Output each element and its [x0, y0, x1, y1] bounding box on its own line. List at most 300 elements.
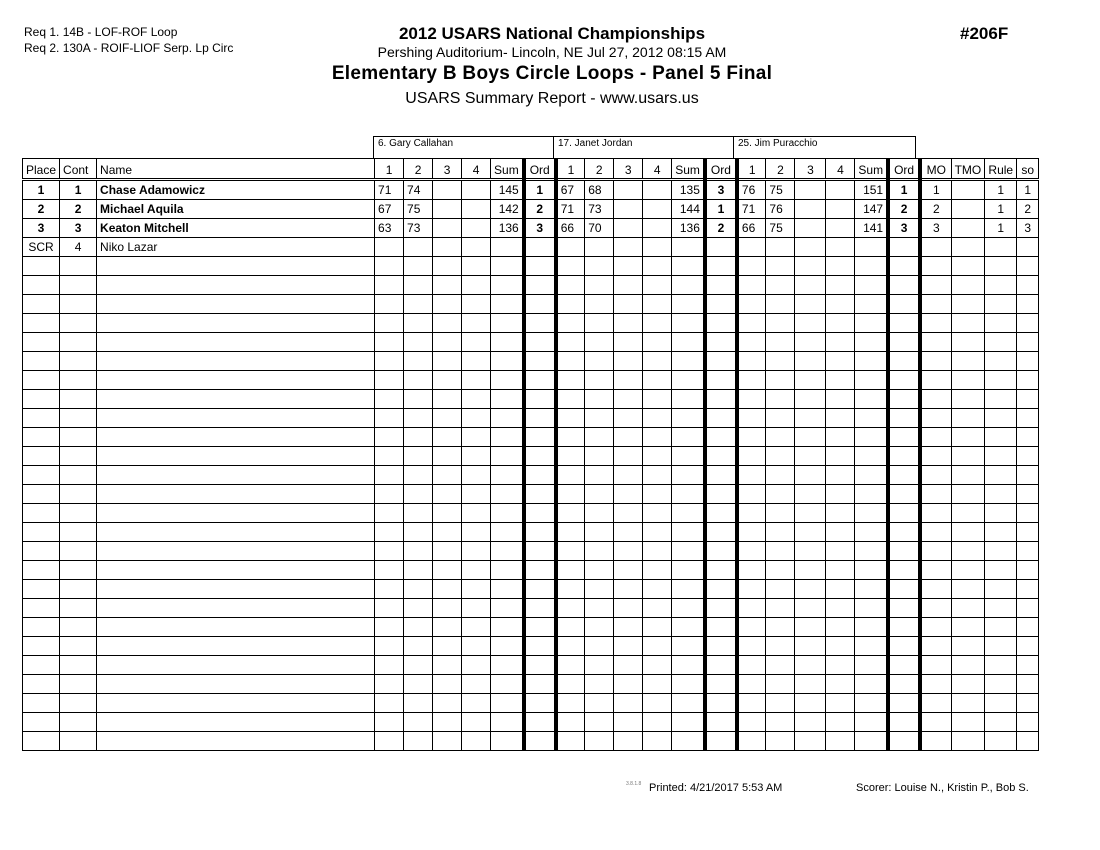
j2-score-2 — [585, 561, 614, 580]
j1-score-4 — [462, 447, 491, 466]
j2-ordinal — [705, 504, 737, 523]
j1-score-1 — [375, 238, 404, 257]
j2-score-2 — [585, 428, 614, 447]
so-cell — [1017, 637, 1039, 656]
j3-col-sum: Sum — [855, 159, 888, 180]
j3-sum — [855, 371, 888, 390]
j2-ordinal — [705, 561, 737, 580]
j1-ordinal — [524, 523, 556, 542]
mo-cell — [920, 314, 951, 333]
event-number: #206F — [960, 24, 1009, 43]
j2-score-2: 68 — [585, 180, 614, 200]
place-cell — [23, 257, 60, 276]
j1-score-2: 74 — [404, 180, 433, 200]
mo-cell — [920, 694, 951, 713]
j2-score-4 — [643, 694, 672, 713]
place-cell — [23, 675, 60, 694]
empty-row — [23, 333, 1039, 352]
j3-score-1 — [737, 675, 766, 694]
j2-score-4 — [643, 504, 672, 523]
j1-ordinal: 3 — [524, 219, 556, 238]
j2-score-1 — [556, 466, 585, 485]
j2-score-1 — [556, 409, 585, 428]
j3-score-2 — [766, 257, 795, 276]
j1-score-3 — [433, 314, 462, 333]
j2-score-4 — [643, 675, 672, 694]
mo-cell — [920, 580, 951, 599]
j2-ordinal — [705, 257, 737, 276]
j2-sum — [672, 295, 705, 314]
j3-score-1 — [737, 618, 766, 637]
j2-score-3 — [614, 675, 643, 694]
j2-sum — [672, 675, 705, 694]
tmo-cell — [951, 466, 985, 485]
j1-score-1 — [375, 618, 404, 637]
j3-sum — [855, 675, 888, 694]
j3-score-2 — [766, 295, 795, 314]
j2-score-3 — [614, 732, 643, 751]
j1-ordinal — [524, 713, 556, 732]
j1-ordinal — [524, 561, 556, 580]
j3-score-2 — [766, 637, 795, 656]
j1-score-3 — [433, 333, 462, 352]
tmo-cell — [951, 257, 985, 276]
requirement-2: Req 2. 130A - ROIF-LIOF Serp. Lp Circ — [24, 41, 234, 55]
tmo-cell — [951, 523, 985, 542]
j1-score-3 — [433, 656, 462, 675]
j2-sum — [672, 599, 705, 618]
mo-cell — [920, 504, 951, 523]
j2-score-3 — [614, 352, 643, 371]
j2-score-1 — [556, 295, 585, 314]
mo-cell — [920, 333, 951, 352]
rule-cell — [985, 238, 1017, 257]
rule-cell — [985, 599, 1017, 618]
j1-score-1: 71 — [375, 180, 404, 200]
j2-score-2 — [585, 371, 614, 390]
j2-score-2 — [585, 466, 614, 485]
col-header-tmo: TMO — [951, 159, 985, 180]
j2-sum — [672, 409, 705, 428]
j1-score-4 — [462, 675, 491, 694]
j3-sum — [855, 428, 888, 447]
j1-score-3 — [433, 675, 462, 694]
empty-row — [23, 580, 1039, 599]
so-cell — [1017, 713, 1039, 732]
j1-col-sum: Sum — [491, 159, 524, 180]
j3-ordinal: 2 — [888, 200, 920, 219]
j2-score-4 — [643, 447, 672, 466]
j1-ordinal — [524, 409, 556, 428]
j1-sum — [491, 599, 524, 618]
rule-cell — [985, 675, 1017, 694]
j3-col-2: 2 — [766, 159, 795, 180]
j2-score-1: 66 — [556, 219, 585, 238]
name-cell — [97, 409, 375, 428]
j3-score-4 — [826, 219, 855, 238]
empty-row — [23, 371, 1039, 390]
j2-sum — [672, 390, 705, 409]
mo-cell — [920, 238, 951, 257]
j3-sum — [855, 352, 888, 371]
j3-col-ord: Ord — [888, 159, 920, 180]
tmo-cell — [951, 295, 985, 314]
empty-row — [23, 428, 1039, 447]
name-cell — [97, 352, 375, 371]
j1-score-3 — [433, 599, 462, 618]
j1-score-4 — [462, 713, 491, 732]
j1-score-2: 73 — [404, 219, 433, 238]
j1-score-4 — [462, 371, 491, 390]
j1-sum — [491, 447, 524, 466]
mo-cell: 3 — [920, 219, 951, 238]
so-cell — [1017, 390, 1039, 409]
j2-score-2 — [585, 485, 614, 504]
j3-score-1 — [737, 447, 766, 466]
j1-score-2 — [404, 257, 433, 276]
cont-cell — [60, 447, 97, 466]
empty-row — [23, 257, 1039, 276]
j3-ordinal — [888, 694, 920, 713]
so-cell — [1017, 295, 1039, 314]
j1-sum — [491, 390, 524, 409]
j1-ordinal — [524, 694, 556, 713]
j2-score-4 — [643, 314, 672, 333]
j3-score-3 — [795, 314, 826, 333]
j1-ordinal — [524, 428, 556, 447]
j1-score-2 — [404, 447, 433, 466]
j2-score-1 — [556, 656, 585, 675]
j2-score-3 — [614, 409, 643, 428]
j3-score-2 — [766, 694, 795, 713]
j1-sum — [491, 333, 524, 352]
j1-score-1 — [375, 276, 404, 295]
place-cell — [23, 333, 60, 352]
report-line: USARS Summary Report - www.usars.us — [405, 90, 699, 107]
j3-score-1 — [737, 314, 766, 333]
j1-score-2 — [404, 713, 433, 732]
j3-score-3 — [795, 409, 826, 428]
j3-score-4 — [826, 352, 855, 371]
j1-score-2 — [404, 390, 433, 409]
cont-cell: 2 — [60, 200, 97, 219]
j2-score-2 — [585, 523, 614, 542]
j3-score-3 — [795, 561, 826, 580]
j1-score-2 — [404, 599, 433, 618]
col-header-cont: Cont — [60, 159, 97, 180]
so-cell — [1017, 238, 1039, 257]
j3-sum — [855, 295, 888, 314]
j3-sum — [855, 390, 888, 409]
j1-score-3 — [433, 390, 462, 409]
j2-col-1: 1 — [556, 159, 585, 180]
j1-score-1 — [375, 314, 404, 333]
j1-sum — [491, 409, 524, 428]
j2-sum — [672, 485, 705, 504]
j3-score-3 — [795, 599, 826, 618]
requirement-1: Req 1. 14B - LOF-ROF Loop — [24, 25, 178, 39]
j2-score-4 — [643, 618, 672, 637]
name-cell — [97, 257, 375, 276]
j3-score-2 — [766, 390, 795, 409]
j3-sum — [855, 580, 888, 599]
judge-header-3: 25. Jim Puracchio — [733, 136, 916, 158]
j3-score-2 — [766, 580, 795, 599]
so-cell: 3 — [1017, 219, 1039, 238]
j2-ordinal — [705, 599, 737, 618]
j1-sum — [491, 238, 524, 257]
j2-ordinal — [705, 390, 737, 409]
j1-score-4 — [462, 428, 491, 447]
empty-row — [23, 447, 1039, 466]
empty-row — [23, 618, 1039, 637]
j3-score-2 — [766, 485, 795, 504]
j2-score-4 — [643, 713, 672, 732]
j2-ordinal — [705, 276, 737, 295]
mo-cell — [920, 371, 951, 390]
j2-score-3 — [614, 180, 643, 200]
cont-cell — [60, 428, 97, 447]
j3-sum — [855, 732, 888, 751]
j3-score-1 — [737, 333, 766, 352]
name-cell — [97, 390, 375, 409]
j3-score-3 — [795, 390, 826, 409]
j2-ordinal — [705, 580, 737, 599]
j1-score-2 — [404, 675, 433, 694]
mo-cell: 2 — [920, 200, 951, 219]
j1-score-4 — [462, 618, 491, 637]
j1-sum — [491, 542, 524, 561]
empty-row — [23, 466, 1039, 485]
j3-ordinal — [888, 713, 920, 732]
j3-score-2 — [766, 599, 795, 618]
j1-sum — [491, 314, 524, 333]
j2-score-2 — [585, 656, 614, 675]
j3-score-3 — [795, 618, 826, 637]
place-cell — [23, 580, 60, 599]
name-cell — [97, 466, 375, 485]
j1-score-1: 63 — [375, 219, 404, 238]
place-cell — [23, 732, 60, 751]
so-cell — [1017, 466, 1039, 485]
place-cell — [23, 466, 60, 485]
j3-score-2 — [766, 542, 795, 561]
empty-row — [23, 599, 1039, 618]
tmo-cell — [951, 561, 985, 580]
mo-cell — [920, 466, 951, 485]
j3-score-2 — [766, 732, 795, 751]
j1-score-1 — [375, 523, 404, 542]
j2-ordinal — [705, 732, 737, 751]
j3-sum — [855, 504, 888, 523]
j2-sum — [672, 694, 705, 713]
j3-ordinal — [888, 295, 920, 314]
j3-score-1 — [737, 523, 766, 542]
cont-cell: 1 — [60, 180, 97, 200]
j1-score-1 — [375, 713, 404, 732]
j1-sum — [491, 352, 524, 371]
cont-cell — [60, 504, 97, 523]
j2-score-4 — [643, 656, 672, 675]
j2-score-1 — [556, 618, 585, 637]
table-row — [23, 238, 1039, 257]
j3-score-4 — [826, 656, 855, 675]
j1-score-1 — [375, 542, 404, 561]
j3-score-2 — [766, 314, 795, 333]
j3-score-1 — [737, 504, 766, 523]
place-cell — [23, 656, 60, 675]
j2-score-2 — [585, 618, 614, 637]
rule-cell — [985, 276, 1017, 295]
j2-score-4 — [643, 409, 672, 428]
j3-score-1 — [737, 371, 766, 390]
j3-score-3 — [795, 580, 826, 599]
j3-score-2: 76 — [766, 200, 795, 219]
j1-sum — [491, 428, 524, 447]
place-cell — [23, 618, 60, 637]
j1-score-1 — [375, 732, 404, 751]
tmo-cell — [951, 352, 985, 371]
printed-timestamp: Printed: 4/21/2017 5:53 AM — [649, 782, 783, 794]
j3-ordinal — [888, 447, 920, 466]
j1-score-3 — [433, 238, 462, 257]
j3-score-2 — [766, 504, 795, 523]
j2-ordinal — [705, 352, 737, 371]
j2-ordinal — [705, 428, 737, 447]
cont-cell — [60, 523, 97, 542]
j3-score-3 — [795, 180, 826, 200]
j1-score-4 — [462, 466, 491, 485]
j3-score-4 — [826, 637, 855, 656]
j3-sum — [855, 523, 888, 542]
j3-score-3 — [795, 219, 826, 238]
j3-score-4 — [826, 295, 855, 314]
j2-score-4 — [643, 485, 672, 504]
j1-sum — [491, 713, 524, 732]
name-cell — [97, 637, 375, 656]
j3-score-1 — [737, 352, 766, 371]
cont-cell — [60, 656, 97, 675]
name-cell — [97, 333, 375, 352]
mo-cell — [920, 523, 951, 542]
j1-score-3 — [433, 713, 462, 732]
j2-score-3 — [614, 580, 643, 599]
j1-score-2 — [404, 485, 433, 504]
j2-score-3 — [614, 314, 643, 333]
j3-sum — [855, 599, 888, 618]
j3-score-2 — [766, 276, 795, 295]
cont-cell — [60, 466, 97, 485]
j2-sum — [672, 580, 705, 599]
j1-score-3 — [433, 180, 462, 200]
j3-score-4 — [826, 485, 855, 504]
j3-score-3 — [795, 523, 826, 542]
table-row — [23, 219, 1039, 238]
rule-cell — [985, 295, 1017, 314]
j3-score-4 — [826, 333, 855, 352]
name-cell — [97, 523, 375, 542]
name-cell: Chase Adamowicz — [97, 180, 375, 200]
rule-cell — [985, 466, 1017, 485]
mo-cell — [920, 485, 951, 504]
j3-sum — [855, 561, 888, 580]
j2-score-3 — [614, 466, 643, 485]
j2-ordinal — [705, 618, 737, 637]
j2-score-3 — [614, 504, 643, 523]
j2-score-2 — [585, 637, 614, 656]
place-cell — [23, 428, 60, 447]
rule-cell: 1 — [985, 219, 1017, 238]
j3-score-3 — [795, 504, 826, 523]
j3-score-3 — [795, 656, 826, 675]
j2-score-3 — [614, 485, 643, 504]
mo-cell — [920, 390, 951, 409]
j3-score-4 — [826, 238, 855, 257]
j1-score-3 — [433, 485, 462, 504]
rule-cell: 1 — [985, 180, 1017, 200]
j2-score-3 — [614, 713, 643, 732]
j2-score-4 — [643, 371, 672, 390]
j3-sum — [855, 447, 888, 466]
place-cell — [23, 713, 60, 732]
j1-col-3: 3 — [433, 159, 462, 180]
so-cell — [1017, 504, 1039, 523]
j2-score-3 — [614, 428, 643, 447]
j2-score-2 — [585, 580, 614, 599]
j2-score-1 — [556, 238, 585, 257]
j2-ordinal — [705, 409, 737, 428]
rule-cell — [985, 314, 1017, 333]
tmo-cell — [951, 637, 985, 656]
j2-col-4: 4 — [643, 159, 672, 180]
j1-ordinal — [524, 257, 556, 276]
j1-sum — [491, 295, 524, 314]
tmo-cell — [951, 732, 985, 751]
j3-score-1 — [737, 428, 766, 447]
j3-ordinal — [888, 618, 920, 637]
j3-score-2 — [766, 371, 795, 390]
j1-ordinal — [524, 333, 556, 352]
j1-ordinal — [524, 580, 556, 599]
tmo-cell — [951, 333, 985, 352]
j1-ordinal — [524, 314, 556, 333]
so-cell — [1017, 542, 1039, 561]
rule-cell — [985, 618, 1017, 637]
table-row — [23, 180, 1039, 200]
name-cell — [97, 371, 375, 390]
j1-score-3 — [433, 466, 462, 485]
tmo-cell — [951, 542, 985, 561]
rule-cell — [985, 523, 1017, 542]
j2-score-1 — [556, 504, 585, 523]
j3-score-4 — [826, 732, 855, 751]
so-cell — [1017, 371, 1039, 390]
j2-score-1 — [556, 352, 585, 371]
j1-sum: 145 — [491, 180, 524, 200]
j2-sum — [672, 523, 705, 542]
mo-cell — [920, 561, 951, 580]
tmo-cell — [951, 200, 985, 219]
j1-score-2 — [404, 637, 433, 656]
j3-score-1: 76 — [737, 180, 766, 200]
j1-score-4 — [462, 352, 491, 371]
j2-ordinal — [705, 656, 737, 675]
so-cell — [1017, 257, 1039, 276]
j1-score-1 — [375, 390, 404, 409]
j2-score-1 — [556, 314, 585, 333]
venue-line: Pershing Auditorium- Lincoln, NE Jul 27, 2012 08:15 AM — [377, 44, 727, 60]
j1-score-2 — [404, 314, 433, 333]
